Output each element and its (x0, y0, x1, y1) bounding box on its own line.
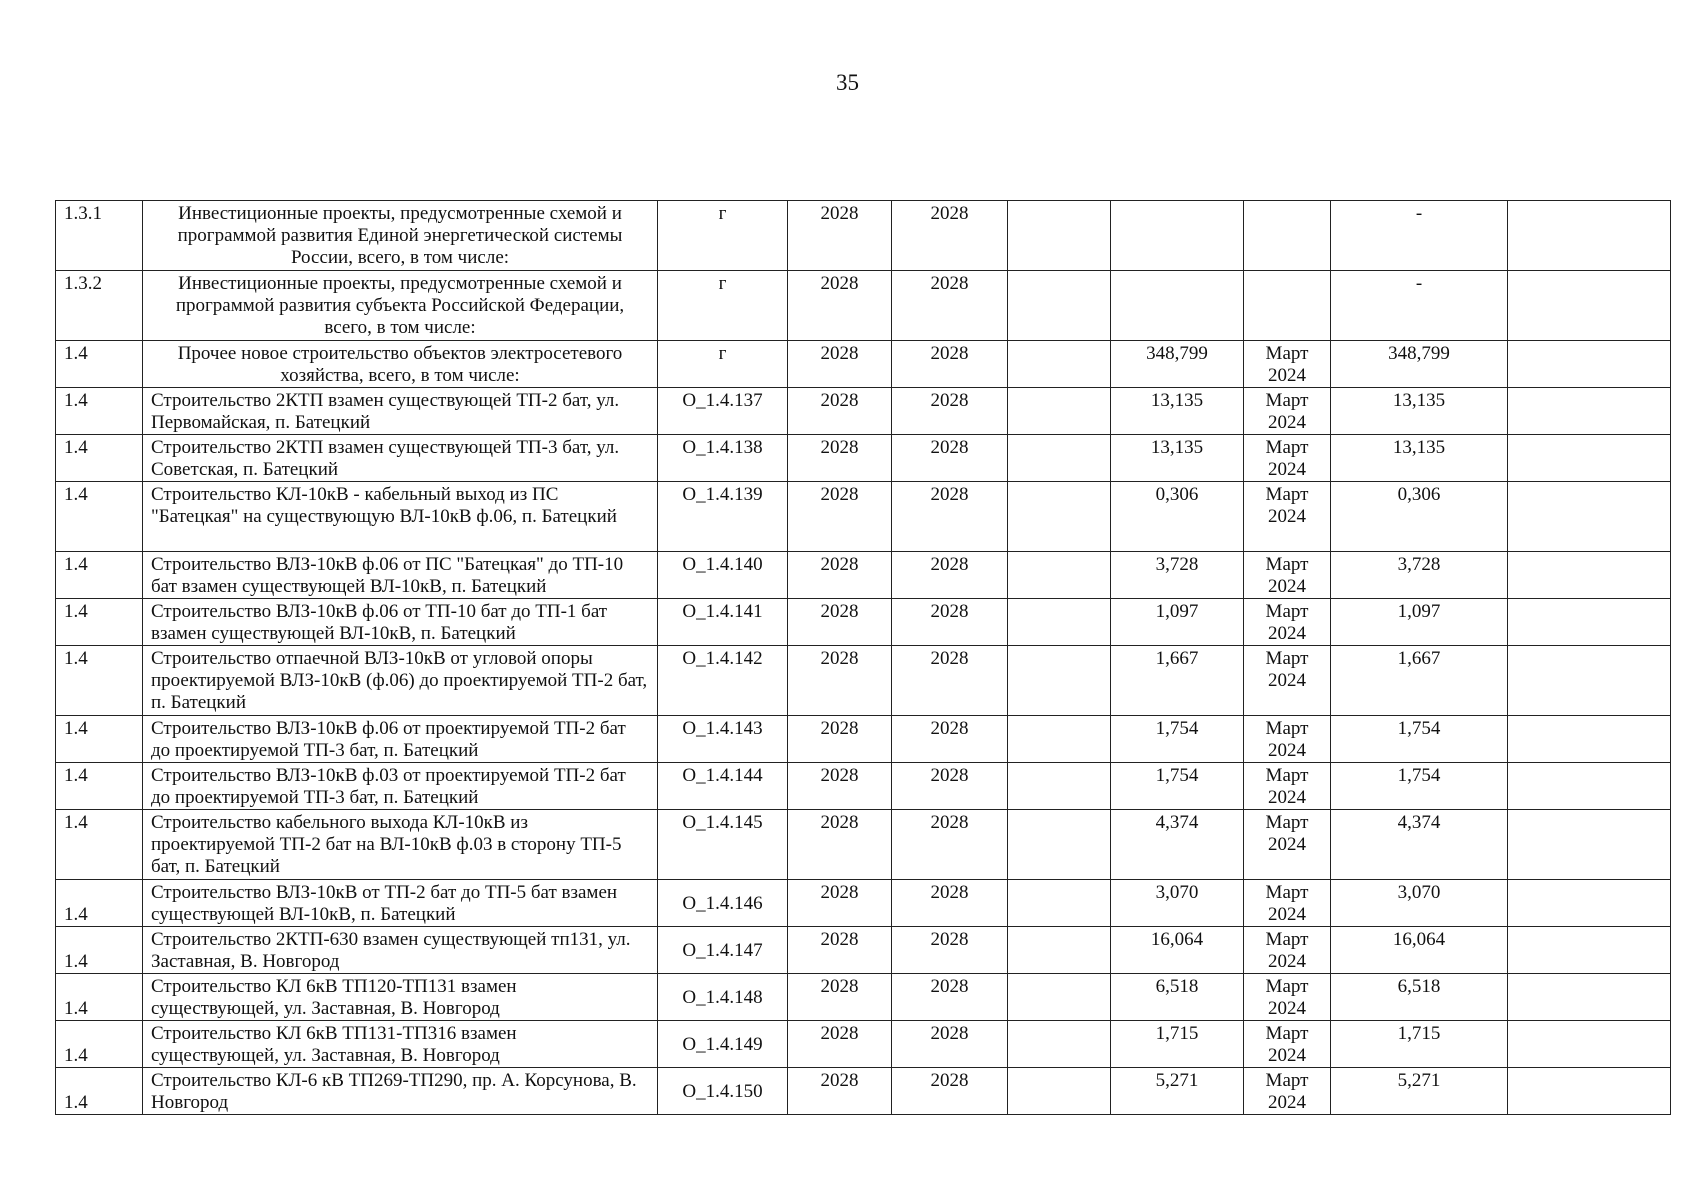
project-name: Строительство КЛ-10кВ - кабельный выход из ПС "Батецкая" на существующую ВЛ-10кВ ф.06, п. Батецкий (143, 482, 658, 552)
total-value: 4,374 (1331, 810, 1508, 880)
price-date: Март 2024 (1244, 482, 1331, 552)
price-date: Март 2024 (1244, 341, 1331, 388)
cost-value: 13,135 (1111, 435, 1244, 482)
table-row (56, 271, 1671, 341)
project-name: Строительство отпаечной ВЛЗ-10кВ от угловой опоры проектируемой ВЛЗ-10кВ (ф.06) до проектируемой ТП-2 бат, п. Батецкий (143, 646, 658, 716)
project-code: О_1.4.140 (658, 552, 788, 599)
cost-value: 6,518 (1111, 974, 1244, 1021)
total-value: 16,064 (1331, 927, 1508, 974)
project-name: Строительство ВЛЗ-10кВ ф.03 от проектируемой ТП-2 бат до проектируемой ТП-3 бат, п. Батецкий (143, 763, 658, 810)
investment-table (55, 200, 1671, 1115)
table-row (56, 716, 1671, 763)
total-value: 1,667 (1331, 646, 1508, 716)
row-number: 1.4 (56, 341, 143, 388)
total-value: 1,754 (1331, 716, 1508, 763)
end-year: 2028 (892, 271, 1008, 341)
row-number: 1.4 (56, 646, 143, 716)
price-date: Март 2024 (1244, 974, 1331, 1021)
end-year: 2028 (892, 552, 1008, 599)
total-value: 3,070 (1331, 880, 1508, 927)
end-year: 2028 (892, 201, 1008, 271)
total-value: 1,715 (1331, 1021, 1508, 1068)
row-number: 1.4 (56, 880, 143, 927)
total-value: 1,097 (1331, 599, 1508, 646)
total-value: - (1331, 201, 1508, 271)
cost-value: 4,374 (1111, 810, 1244, 880)
table-row (56, 552, 1671, 599)
table-row (56, 763, 1671, 810)
table-row (56, 435, 1671, 482)
empty-cell (1508, 341, 1671, 388)
project-name: Прочее новое строительство объектов электросетевого хозяйства, всего, в том числе: (143, 341, 658, 388)
end-year: 2028 (892, 341, 1008, 388)
row-number: 1.4 (56, 716, 143, 763)
cost-value: 1,754 (1111, 716, 1244, 763)
table-row (56, 810, 1671, 880)
start-year: 2028 (788, 646, 892, 716)
table-row (56, 388, 1671, 435)
empty-cell (1508, 599, 1671, 646)
cost-value: 5,271 (1111, 1068, 1244, 1115)
price-date: Март 2024 (1244, 1068, 1331, 1115)
empty-cell (1008, 388, 1111, 435)
start-year: 2028 (788, 201, 892, 271)
end-year: 2028 (892, 1068, 1008, 1115)
empty-cell (1508, 552, 1671, 599)
project-code: О_1.4.145 (658, 810, 788, 880)
project-name: Строительство КЛ 6кВ ТП120-ТП131 взамен существующей, ул. Заставная, В. Новгород (143, 974, 658, 1021)
cost-value: 1,715 (1111, 1021, 1244, 1068)
row-number: 1.4 (56, 763, 143, 810)
end-year: 2028 (892, 974, 1008, 1021)
start-year: 2028 (788, 927, 892, 974)
start-year: 2028 (788, 810, 892, 880)
price-date: Март 2024 (1244, 435, 1331, 482)
empty-cell (1008, 974, 1111, 1021)
project-name: Инвестиционные проекты, предусмотренные схемой и программой развития Единой энергетической системы России, всего, в том числе: (143, 201, 658, 271)
empty-cell (1008, 763, 1111, 810)
price-date: Март 2024 (1244, 388, 1331, 435)
end-year: 2028 (892, 763, 1008, 810)
end-year: 2028 (892, 927, 1008, 974)
total-value: 0,306 (1331, 482, 1508, 552)
empty-cell (1008, 435, 1111, 482)
empty-cell (1508, 763, 1671, 810)
start-year: 2028 (788, 271, 892, 341)
start-year: 2028 (788, 763, 892, 810)
row-number: 1.4 (56, 599, 143, 646)
empty-cell (1008, 646, 1111, 716)
start-year: 2028 (788, 716, 892, 763)
project-code: О_1.4.139 (658, 482, 788, 552)
start-year: 2028 (788, 1068, 892, 1115)
row-number: 1.4 (56, 388, 143, 435)
row-number: 1.3.1 (56, 201, 143, 271)
price-date: Март 2024 (1244, 599, 1331, 646)
cost-value: 1,754 (1111, 763, 1244, 810)
empty-cell (1008, 599, 1111, 646)
empty-cell (1508, 201, 1671, 271)
project-code: О_1.4.137 (658, 388, 788, 435)
project-code: г (658, 201, 788, 271)
row-number: 1.4 (56, 1021, 143, 1068)
cost-value: 16,064 (1111, 927, 1244, 974)
empty-cell (1508, 1021, 1671, 1068)
page-number: 35 (836, 70, 859, 95)
table-row (56, 1068, 1671, 1115)
start-year: 2028 (788, 341, 892, 388)
table-row (56, 974, 1671, 1021)
total-value: 1,754 (1331, 763, 1508, 810)
price-date: Март 2024 (1244, 646, 1331, 716)
project-code: О_1.4.147 (658, 927, 788, 974)
table-row (56, 646, 1671, 716)
project-code: О_1.4.141 (658, 599, 788, 646)
table-row (56, 341, 1671, 388)
start-year: 2028 (788, 1021, 892, 1068)
start-year: 2028 (788, 435, 892, 482)
empty-cell (1508, 435, 1671, 482)
project-code: г (658, 271, 788, 341)
empty-cell (1008, 716, 1111, 763)
cost-value: 1,667 (1111, 646, 1244, 716)
project-code: О_1.4.146 (658, 880, 788, 927)
cost-value: 1,097 (1111, 599, 1244, 646)
row-number: 1.3.2 (56, 271, 143, 341)
price-date: Март 2024 (1244, 880, 1331, 927)
total-value: 348,799 (1331, 341, 1508, 388)
row-number: 1.4 (56, 1068, 143, 1115)
end-year: 2028 (892, 880, 1008, 927)
cost-value: 13,135 (1111, 388, 1244, 435)
empty-cell (1508, 1068, 1671, 1115)
project-name: Строительство кабельного выхода КЛ-10кВ из проектируемой ТП-2 бат на ВЛ-10кВ ф.03 в сторону ТП-5 бат, п. Батецкий (143, 810, 658, 880)
empty-cell (1008, 880, 1111, 927)
price-date: Март 2024 (1244, 716, 1331, 763)
total-value: - (1331, 271, 1508, 341)
project-name: Строительство 2КТП взамен существующей ТП-3 бат, ул. Советская, п. Батецкий (143, 435, 658, 482)
total-value: 13,135 (1331, 388, 1508, 435)
empty-cell (1508, 271, 1671, 341)
cost-value: 3,070 (1111, 880, 1244, 927)
empty-cell (1508, 810, 1671, 880)
cost-value: 348,799 (1111, 341, 1244, 388)
empty-cell (1508, 482, 1671, 552)
empty-cell (1008, 927, 1111, 974)
project-name: Строительство ВЛЗ-10кВ от ТП-2 бат до ТП-5 бат взамен существующей ВЛ-10кВ, п. Батецкий (143, 880, 658, 927)
total-value: 5,271 (1331, 1068, 1508, 1115)
end-year: 2028 (892, 388, 1008, 435)
row-number: 1.4 (56, 927, 143, 974)
project-name: Инвестиционные проекты, предусмотренные схемой и программой развития субъекта Российской Федерации, всего, в том числе: (143, 271, 658, 341)
price-date (1244, 271, 1331, 341)
row-number: 1.4 (56, 482, 143, 552)
start-year: 2028 (788, 974, 892, 1021)
project-code: О_1.4.143 (658, 716, 788, 763)
empty-cell (1508, 880, 1671, 927)
empty-cell (1008, 1068, 1111, 1115)
empty-cell (1008, 201, 1111, 271)
row-number: 1.4 (56, 810, 143, 880)
project-code: О_1.4.142 (658, 646, 788, 716)
end-year: 2028 (892, 482, 1008, 552)
price-date: Март 2024 (1244, 763, 1331, 810)
empty-cell (1508, 927, 1671, 974)
price-date (1244, 201, 1331, 271)
project-name: Строительство ВЛЗ-10кВ ф.06 от ТП-10 бат до ТП-1 бат взамен существующей ВЛ-10кВ, п. Батецкий (143, 599, 658, 646)
cost-value (1111, 201, 1244, 271)
price-date: Март 2024 (1244, 927, 1331, 974)
project-code: О_1.4.144 (658, 763, 788, 810)
table-row (56, 482, 1671, 552)
price-date: Март 2024 (1244, 1021, 1331, 1068)
table-row (56, 880, 1671, 927)
project-name: Строительство 2КТП взамен существующей ТП-2 бат, ул. Первомайская, п. Батецкий (143, 388, 658, 435)
project-code: О_1.4.150 (658, 1068, 788, 1115)
empty-cell (1508, 974, 1671, 1021)
project-name: Строительство КЛ-6 кВ ТП269-ТП290, пр. А. Корсунова, В. Новгород (143, 1068, 658, 1115)
start-year: 2028 (788, 388, 892, 435)
row-number: 1.4 (56, 974, 143, 1021)
table-row (56, 599, 1671, 646)
empty-cell (1008, 482, 1111, 552)
project-code: г (658, 341, 788, 388)
project-name: Строительство ВЛЗ-10кВ ф.06 от ПС "Батецкая" до ТП-10 бат взамен существующей ВЛ-10кВ, п. Батецкий (143, 552, 658, 599)
project-name: Строительство КЛ 6кВ ТП131-ТП316 взамен существующей, ул. Заставная, В. Новгород (143, 1021, 658, 1068)
price-date: Март 2024 (1244, 552, 1331, 599)
end-year: 2028 (892, 435, 1008, 482)
project-name: Строительство ВЛЗ-10кВ ф.06 от проектируемой ТП-2 бат до проектируемой ТП-3 бат, п. Батецкий (143, 716, 658, 763)
row-number: 1.4 (56, 435, 143, 482)
project-code: О_1.4.138 (658, 435, 788, 482)
project-name: Строительство 2КТП-630 взамен существующей тп131, ул. Заставная, В. Новгород (143, 927, 658, 974)
start-year: 2028 (788, 482, 892, 552)
project-code: О_1.4.148 (658, 974, 788, 1021)
start-year: 2028 (788, 880, 892, 927)
cost-value: 3,728 (1111, 552, 1244, 599)
empty-cell (1008, 1021, 1111, 1068)
end-year: 2028 (892, 1021, 1008, 1068)
project-code: О_1.4.149 (658, 1021, 788, 1068)
table-row (56, 1021, 1671, 1068)
row-number: 1.4 (56, 552, 143, 599)
end-year: 2028 (892, 599, 1008, 646)
empty-cell (1008, 271, 1111, 341)
cost-value: 0,306 (1111, 482, 1244, 552)
empty-cell (1008, 341, 1111, 388)
empty-cell (1008, 552, 1111, 599)
cost-value (1111, 271, 1244, 341)
total-value: 6,518 (1331, 974, 1508, 1021)
table-row (56, 201, 1671, 271)
table-body (56, 201, 1671, 1115)
start-year: 2028 (788, 599, 892, 646)
start-year: 2028 (788, 552, 892, 599)
empty-cell (1008, 810, 1111, 880)
empty-cell (1508, 716, 1671, 763)
empty-cell (1508, 388, 1671, 435)
end-year: 2028 (892, 810, 1008, 880)
total-value: 13,135 (1331, 435, 1508, 482)
end-year: 2028 (892, 646, 1008, 716)
end-year: 2028 (892, 716, 1008, 763)
empty-cell (1508, 646, 1671, 716)
table-row (56, 927, 1671, 974)
total-value: 3,728 (1331, 552, 1508, 599)
price-date: Март 2024 (1244, 810, 1331, 880)
